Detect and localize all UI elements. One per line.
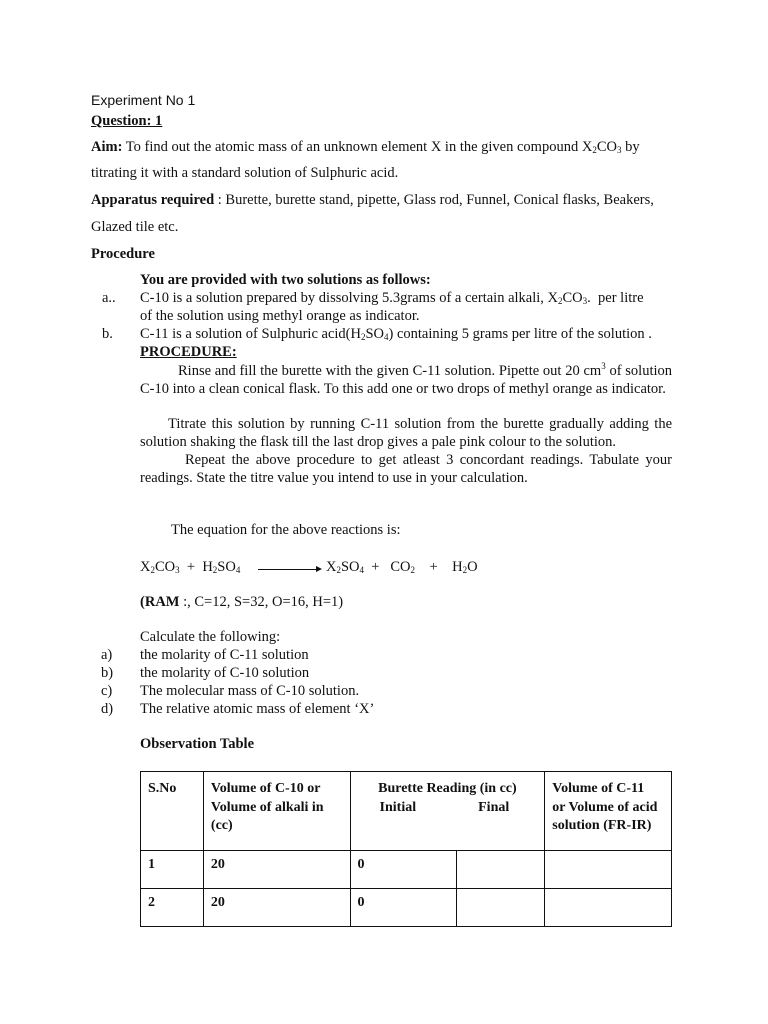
- calc-c-text: The molecular mass of C-10 solution.: [140, 683, 360, 699]
- equation-reactants: $X_2CO_3 + H_2SO_4$: [140, 559, 241, 575]
- cell-final: [457, 851, 545, 889]
- cell-volume-acid: [545, 889, 672, 927]
- apparatus-text: : Burette, burette stand, pipette, Glass rod, Funnel, Conical flasks, Beakers,: [214, 192, 654, 208]
- calc-b-text: the molarity of C-10 solution: [140, 665, 310, 681]
- table-row: [141, 851, 672, 889]
- apparatus-line-2: Glazed tile etc.: [91, 219, 179, 235]
- solution-b-marker: b.: [102, 326, 113, 342]
- header-volume-c11: Volume of C-11 or Volume of acid solution (FR-IR): [545, 772, 672, 851]
- header-final: Final: [478, 799, 510, 815]
- calc-a-text: the molarity of C-11 solution: [140, 647, 309, 663]
- procedure-heading: Procedure: [91, 246, 155, 262]
- cell-final: [457, 889, 545, 927]
- procedure-subheading: PROCEDURE:: [140, 344, 237, 360]
- cell-volume: 20: [203, 851, 350, 889]
- aim-text: To find out the atomic mass of an unknown element X in the given compound: [122, 139, 579, 155]
- calculate-intro: Calculate the following:: [140, 629, 281, 645]
- header-burette-reading: Burette Reading (in cc) Initial Final: [350, 772, 545, 851]
- calc-d-marker: d): [101, 701, 114, 717]
- question-heading: Question: 1: [91, 113, 163, 129]
- ram-values: :, C=12, S=32, O=16, H=1): [179, 594, 344, 610]
- procedure-paragraph-1: Rinse and fill the burette with the given C-11 solution. Pipette out 20 $cm^3$ of solution C-10 into a clean conical flask. To this add one or two drops of methyl orange as indicator.: [140, 361, 673, 397]
- header-volume-c10: Volume of C-10 or Volume of alkali in (cc): [203, 772, 350, 851]
- aim-label: Aim:: [91, 139, 123, 155]
- observation-table: [140, 771, 672, 927]
- equation-products: $X_2SO_4 + CO_2$ + $H_2O$: [326, 559, 478, 575]
- experiment-title: Experiment No 1: [91, 92, 196, 108]
- calc-a-marker: a): [101, 647, 113, 663]
- calc-d-text: The relative atomic mass of element ‘X’: [140, 701, 375, 717]
- cell-volume-acid: [545, 851, 672, 889]
- solutions-intro: You are provided with two solutions as follows:: [140, 272, 431, 288]
- observation-table-title: Observation Table: [140, 736, 255, 752]
- calc-b-marker: b): [101, 665, 114, 681]
- cell-initial: 0: [350, 851, 457, 889]
- equation-intro: The equation for the above reactions is:: [171, 522, 401, 538]
- aim-text-end: by: [621, 139, 640, 155]
- cell-volume: 20: [203, 889, 350, 927]
- ram-label: RAM: [144, 594, 180, 610]
- calc-c-marker: c): [101, 683, 113, 699]
- procedure-paragraph-3: Repeat the above procedure to get atleast 3 concordant readings. Tabulate your readings. State the titre value you intend to use in your calculation.: [140, 452, 672, 486]
- procedure-paragraph-2: Titrate this solution by running C-11 solution from the burette gradually adding the solution shaking the flask till the last drop gives a pale pink colour to the solution.: [140, 416, 672, 450]
- header-initial: Initial: [379, 799, 417, 815]
- cell-initial: 0: [350, 889, 457, 927]
- table-row: [141, 889, 672, 927]
- aim-line-2: titrating it with a standard solution of Sulphuric acid.: [91, 165, 399, 181]
- solution-b-text: C-11 is a solution of Sulphuric $acid(H_2SO_4)$ containing 5 grams per litre of the solution .: [140, 326, 652, 342]
- solution-a-text: C-10 is a solution prepared by dissolving 5.3grams of a certain alkali, $X_2CO_3$. per litre: [140, 290, 644, 306]
- solution-a-line-2: of the solution using methyl orange as indicator.: [140, 308, 420, 324]
- aim-line-1: Aim: To find out the atomic mass of an unknown element X in the given compound $X_2CO_3$ by: [91, 139, 640, 155]
- solution-a-marker: a..: [102, 290, 116, 306]
- header-sno: S.No: [141, 772, 204, 851]
- reaction-arrow-icon: [258, 569, 320, 570]
- ram-line: (RAM :, C=12, S=32, O=16, H=1): [140, 594, 344, 610]
- cell-sno: 2: [141, 889, 204, 927]
- table-header-row: [141, 772, 672, 851]
- cell-sno: 1: [141, 851, 204, 889]
- apparatus-label: Apparatus required: [91, 192, 215, 208]
- apparatus-line-1: [91, 192, 654, 209]
